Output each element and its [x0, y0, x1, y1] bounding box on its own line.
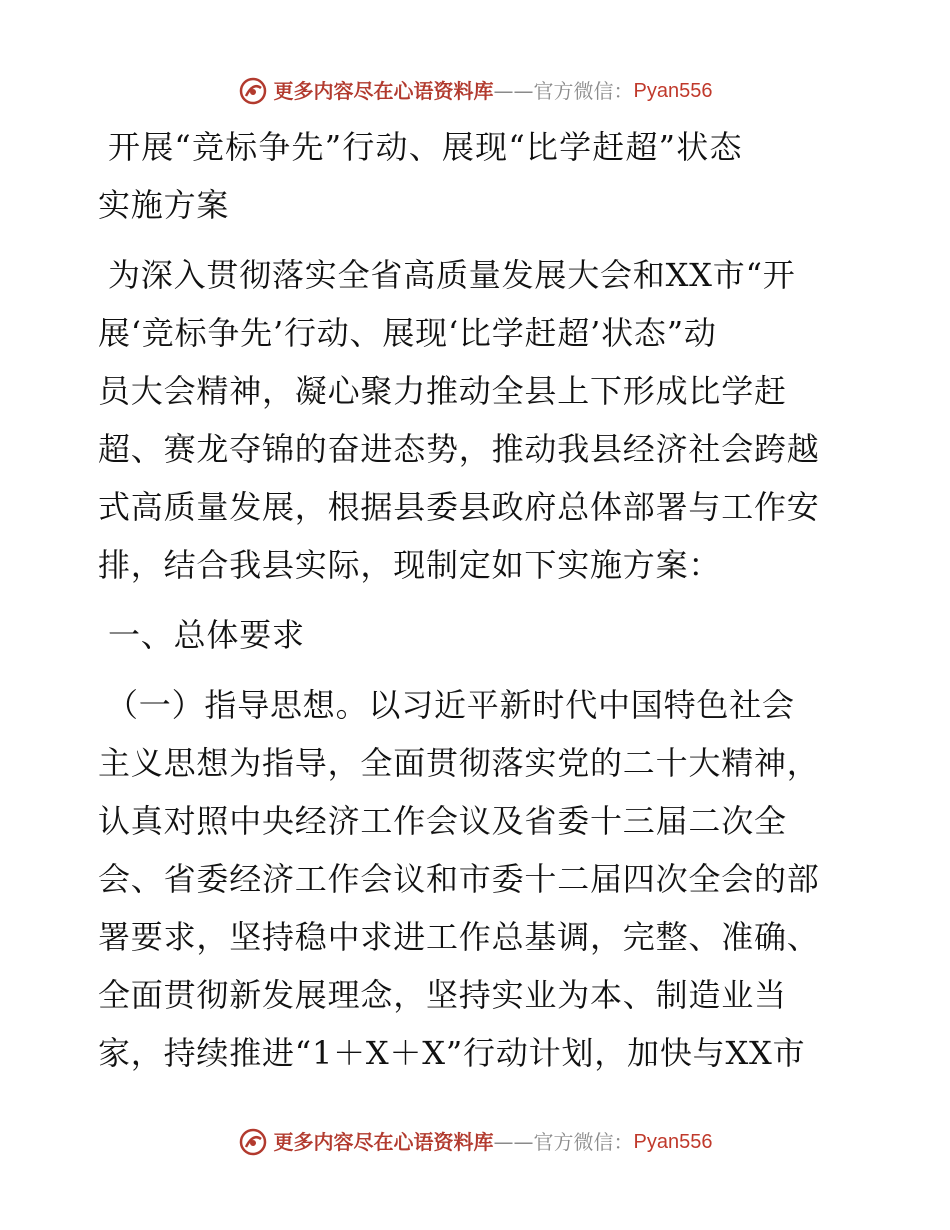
- subsection-line-5: 署要求，坚持稳中求进工作总基调，完整、准确、: [98, 918, 820, 956]
- watermark-separator: ——: [493, 1130, 534, 1154]
- document-title-line-1: 开展“竞标争先”行动、展现“比学赶超”状态: [108, 128, 743, 166]
- watermark-separator: ——: [493, 79, 534, 103]
- watermark-brand: 更多内容尽在心语资料库: [273, 79, 494, 103]
- intro-line-4: 超、赛龙夺锦的奋进态势，推动我县经济社会跨越: [98, 430, 820, 468]
- watermark-wechat-label: 官方微信：: [533, 79, 634, 103]
- brand-logo-icon: [238, 76, 268, 106]
- header-watermark: [0, 76, 950, 106]
- footer-watermark: [0, 1127, 950, 1157]
- intro-line-6: 排，结合我县实际，现制定如下实施方案：: [98, 546, 722, 584]
- watermark-brand: 更多内容尽在心语资料库: [273, 1130, 494, 1154]
- subsection-line-3: 认真对照中央经济工作会议及省委十三届二次全: [98, 802, 787, 840]
- watermark-wechat-label: 官方微信：: [533, 1130, 634, 1154]
- section-heading: 一、总体要求: [108, 616, 305, 654]
- watermark-wechat-id: Pyan556: [633, 1131, 713, 1153]
- watermark-wechat-id: Pyan556: [633, 80, 713, 102]
- document-title-line-2: 实施方案: [98, 186, 230, 224]
- intro-line-1: 为深入贯彻落实全省高质量发展大会和XX市“开: [108, 256, 796, 294]
- subsection-line-4: 会、省委经济工作会议和市委十二届四次全会的部: [98, 860, 820, 898]
- intro-line-5: 式高质量发展，根据县委县政府总体部署与工作安: [98, 488, 820, 526]
- brand-logo-icon: [238, 1127, 268, 1157]
- subsection-line-2: 主义思想为指导，全面贯彻落实党的二十大精神，: [98, 744, 820, 782]
- subsection-line-1: （一）指导思想。以习近平新时代中国特色社会: [106, 686, 795, 724]
- intro-line-3: 员大会精神，凝心聚力推动全县上下形成比学赶: [98, 372, 787, 410]
- intro-line-2: 展‘竞标争先’行动、展现‘比学赶超’状态”动: [98, 314, 717, 352]
- subsection-line-7: 家，持续推进“1＋X＋X”行动计划，加快与XX市: [98, 1034, 806, 1072]
- subsection-line-6: 全面贯彻新发展理念，坚持实业为本、制造业当: [98, 976, 787, 1014]
- document-body: [98, 118, 850, 1082]
